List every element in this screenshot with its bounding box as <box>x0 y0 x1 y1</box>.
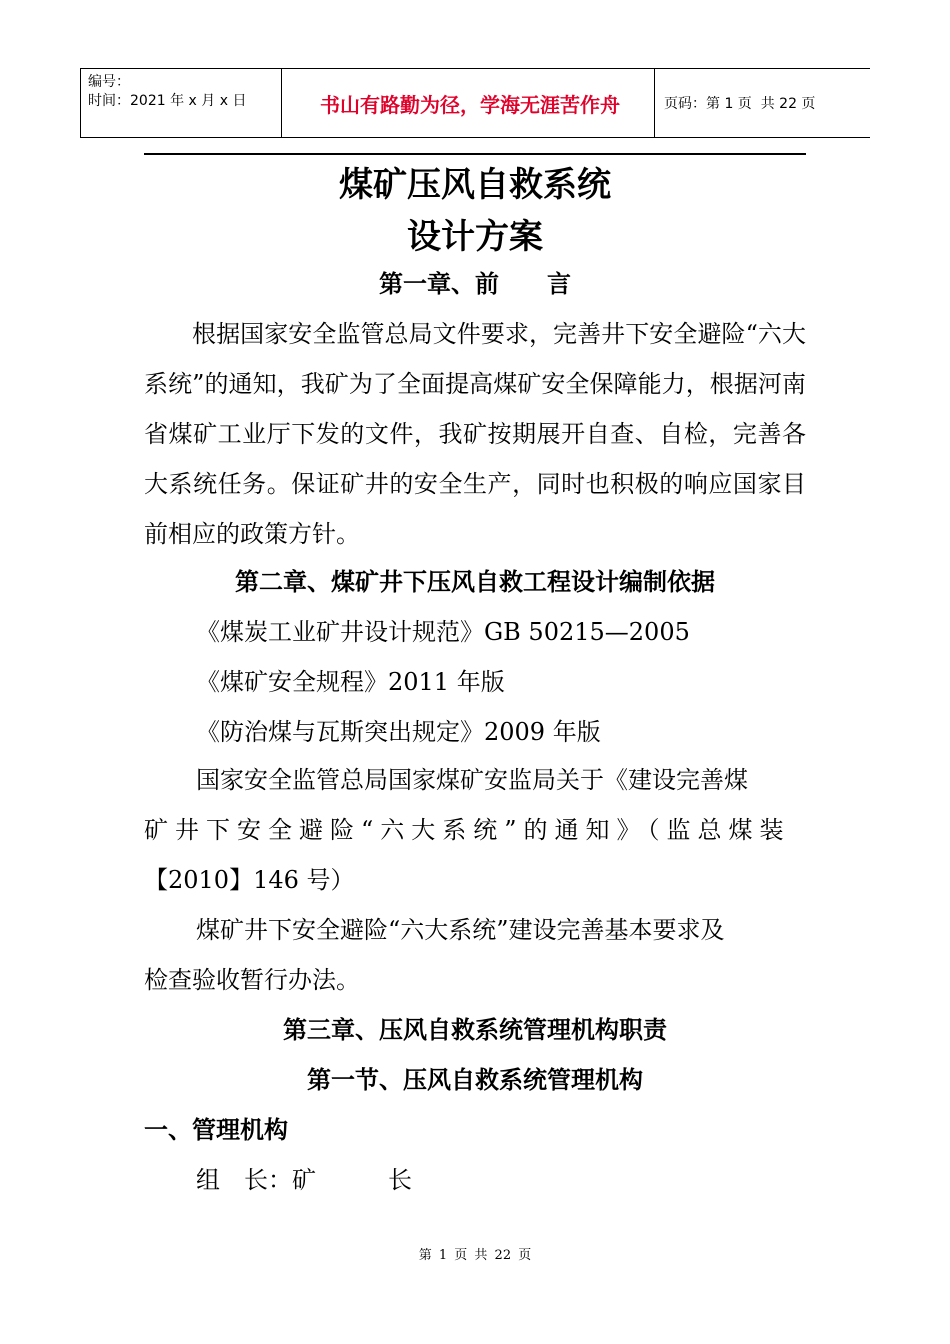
subsection1-heading: 一、管理机构 <box>144 1116 288 1144</box>
document-title: 煤矿压风自救系统 <box>339 165 611 205</box>
page-header-table <box>80 68 870 138</box>
chapter1-paragraph: 根据国家安全监管总局文件要求，完善井下安全避险“六大系统”的通知，我矿为了全面提高煤矿安全保障能力，根据河南省煤矿工业厅下发的文件，我矿按期展开自查、自检，完善各大系统任务。保证矿井的安全生产，同时也积极的响应国家目前相应的政策方针。 <box>144 320 806 548</box>
reference-item-continued: 矿井下安全避险“六大系统”的通知》（监总煤装 <box>144 816 791 844</box>
reference-item: 《煤矿安全规程》2011 年版 <box>196 668 505 696</box>
reference-item: 国家安全监管总局国家煤矿安监局关于《建设完善煤 <box>196 766 748 794</box>
page-info-text: 页码：第 1 页 共 22 页 <box>664 96 816 112</box>
section1-heading: 第一节、压风自救系统管理机构 <box>307 1066 643 1094</box>
reference-item: 《煤炭工业矿井设计规范》GB 50215—2005 <box>196 618 690 646</box>
document-subtitle: 设计方案 <box>407 217 543 257</box>
header-meta <box>88 73 283 111</box>
header-motto: 书山有路勤为径，学海无涯苦作舟 <box>320 92 620 117</box>
chapter2-heading: 第二章、煤矿井下压风自救工程设计编制依据 <box>235 568 715 596</box>
reference-item: 《防治煤与瓦斯突出规定》2009 年版 <box>196 718 601 746</box>
chapter3-heading: 第三章、压风自救系统管理机构职责 <box>283 1016 667 1044</box>
page-footer: 第 1 页 共 22 页 <box>418 1248 532 1263</box>
reference-item-continued: 检查验收暂行办法。 <box>144 966 360 994</box>
header-page-info <box>664 69 870 137</box>
header-divider <box>80 69 81 137</box>
document-date-label: 时间：2021 年 x 月 x 日 <box>88 93 247 109</box>
leader-line: 组 长：矿 长 <box>196 1166 412 1194</box>
reference-item-continued: 【2010】146 号） <box>144 866 355 894</box>
header-rule <box>144 153 806 155</box>
reference-item: 煤矿井下安全避险“六大系统”建设完善基本要求及 <box>196 916 725 944</box>
document-number-label: 编号： <box>88 74 130 90</box>
chapter1-heading: 第一章、前 言 <box>379 270 571 298</box>
